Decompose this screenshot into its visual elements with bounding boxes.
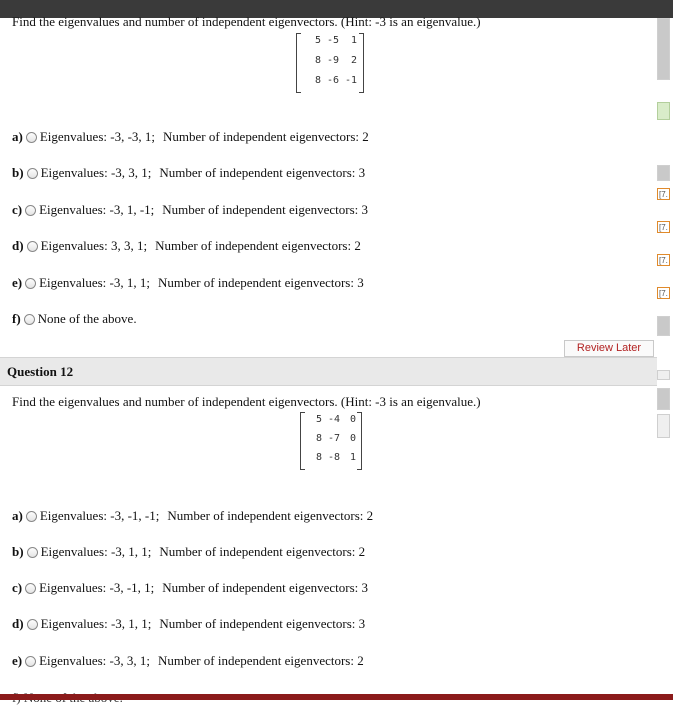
matrix-row	[301, 414, 361, 434]
nav-box[interactable]	[657, 316, 670, 336]
option-eigenvector-count: Number of independent eigenvectors: 2	[159, 544, 366, 559]
option-eigenvalues: Eigenvalues: -3, -1, -1;	[39, 508, 160, 523]
nav-box[interactable]	[657, 18, 670, 80]
q11-option-d[interactable]	[12, 236, 361, 256]
option-eigenvalues: Eigenvalues: -3, 3, 1;	[39, 653, 150, 668]
radio-button[interactable]	[26, 511, 37, 522]
question-11-prompt: Find the eigenvalues and number of independent eigenvectors. (Hint: -3 is an eigenvalue.)	[12, 14, 481, 29]
matrix-cell: -8	[327, 452, 340, 463]
matrix-cell: 8	[315, 452, 322, 463]
radio-button[interactable]	[25, 278, 36, 289]
matrix-row	[301, 452, 361, 472]
matrix-cell: 0	[349, 414, 356, 425]
matrix-cell: -6	[326, 75, 339, 86]
option-eigenvalues: Eigenvalues: -3, -1, 1;	[39, 580, 155, 595]
option-eigenvalues: Eigenvalues: -3, 1, -1;	[39, 202, 155, 217]
q12-option-b[interactable]	[12, 542, 365, 562]
nav-box-label[interactable]: [7.	[657, 188, 670, 200]
option-eigenvalues: Eigenvalues: -3, -3, 1;	[39, 129, 156, 144]
radio-button[interactable]	[27, 619, 38, 630]
matrix-cell: 5	[314, 35, 321, 46]
matrix-row	[297, 35, 363, 55]
option-letter: f)	[12, 311, 21, 326]
option-letter: c)	[12, 202, 23, 217]
option-letter: a)	[12, 129, 23, 144]
matrix-cell: -7	[327, 433, 340, 444]
option-letter: b)	[12, 544, 24, 559]
option-eigenvector-count: Number of independent eigenvectors: 2	[155, 238, 361, 253]
option-eigenvalues: Eigenvalues: 3, 3, 1;	[40, 238, 148, 253]
radio-button[interactable]	[27, 241, 38, 252]
option-eigenvector-count: Number of independent eigenvectors: 2	[157, 653, 364, 668]
question-12-title: Question 12	[7, 364, 74, 379]
q11-option-f[interactable]	[12, 309, 145, 329]
option-letter: e)	[12, 653, 23, 668]
matrix-cell: 8	[314, 75, 321, 86]
q11-option-c[interactable]	[12, 200, 368, 220]
nav-box[interactable]	[657, 414, 670, 438]
nav-box[interactable]	[657, 102, 670, 120]
q11-option-e[interactable]	[12, 273, 364, 293]
q12-option-c[interactable]	[12, 578, 368, 598]
matrix-cell: 5	[315, 414, 322, 425]
matrix-cell: 8	[315, 433, 322, 444]
radio-button[interactable]	[25, 583, 36, 594]
nav-box-label[interactable]: [7.	[657, 221, 670, 233]
option-eigenvector-count: Number of independent eigenvectors: 3	[159, 165, 366, 180]
option-eigenvalues: None of the above.	[37, 311, 137, 326]
option-eigenvector-count: Number of independent eigenvectors: 3	[157, 275, 364, 290]
nav-box[interactable]	[657, 165, 670, 181]
question-12-header	[0, 357, 657, 386]
bottom-bar	[0, 694, 673, 700]
option-eigenvalues: Eigenvalues: -3, 1, 1;	[39, 275, 150, 290]
matrix-cell: 1	[350, 35, 357, 46]
matrix-row	[297, 75, 363, 95]
review-later-button[interactable]: Review Later	[564, 340, 654, 357]
radio-button[interactable]	[26, 132, 37, 143]
matrix-cell: 1	[349, 452, 356, 463]
q12-option-e[interactable]	[12, 651, 364, 671]
matrix-cell: 2	[350, 55, 357, 66]
option-letter: e)	[12, 275, 23, 290]
option-eigenvalues: Eigenvalues: -3, 1, 1;	[40, 544, 152, 559]
question-12-prompt: Find the eigenvalues and number of independent eigenvectors. (Hint: -3 is an eigenvalue.)	[12, 394, 481, 409]
matrix-cell: 8	[314, 55, 321, 66]
option-eigenvalues: Eigenvalues: -3, 1, 1;	[40, 616, 152, 631]
q12-option-a[interactable]	[12, 506, 373, 526]
matrix-cell: -9	[326, 55, 339, 66]
nav-box[interactable]	[657, 388, 670, 410]
option-eigenvector-count: Number of independent eigenvectors: 2	[167, 508, 374, 523]
option-letter: a)	[12, 508, 23, 523]
radio-button[interactable]	[24, 314, 35, 325]
radio-button[interactable]	[25, 656, 36, 667]
option-eigenvector-count: Number of independent eigenvectors: 2	[163, 129, 369, 144]
radio-button[interactable]	[25, 205, 36, 216]
radio-button[interactable]	[27, 168, 38, 179]
option-letter: d)	[12, 238, 24, 253]
option-eigenvector-count: Number of independent eigenvectors: 3	[159, 616, 366, 631]
option-letter: c)	[12, 580, 23, 595]
nav-box-label[interactable]: [7.	[657, 254, 670, 266]
nav-box-label[interactable]: [7.	[657, 287, 670, 299]
radio-button[interactable]	[27, 547, 38, 558]
option-eigenvector-count: Number of independent eigenvectors: 3	[162, 202, 369, 217]
q12-option-d[interactable]	[12, 614, 365, 634]
matrix-cell: -4	[327, 414, 340, 425]
option-eigenvector-count: Number of independent eigenvectors: 3	[162, 580, 369, 595]
matrix-cell: -5	[326, 35, 339, 46]
matrix-row	[301, 433, 361, 453]
option-letter: b)	[12, 165, 24, 180]
matrix-cell: -1	[344, 75, 357, 86]
matrix-cell: 0	[349, 433, 356, 444]
question-nav-sidebar	[657, 18, 673, 700]
option-eigenvalues: Eigenvalues: -3, 3, 1;	[40, 165, 152, 180]
option-letter: d)	[12, 616, 24, 631]
question-11-matrix	[296, 33, 364, 93]
nav-box[interactable]	[657, 370, 670, 380]
matrix-row	[297, 55, 363, 75]
q11-option-b[interactable]	[12, 163, 365, 183]
question-12-matrix	[300, 412, 362, 470]
q11-option-a[interactable]	[12, 127, 369, 147]
